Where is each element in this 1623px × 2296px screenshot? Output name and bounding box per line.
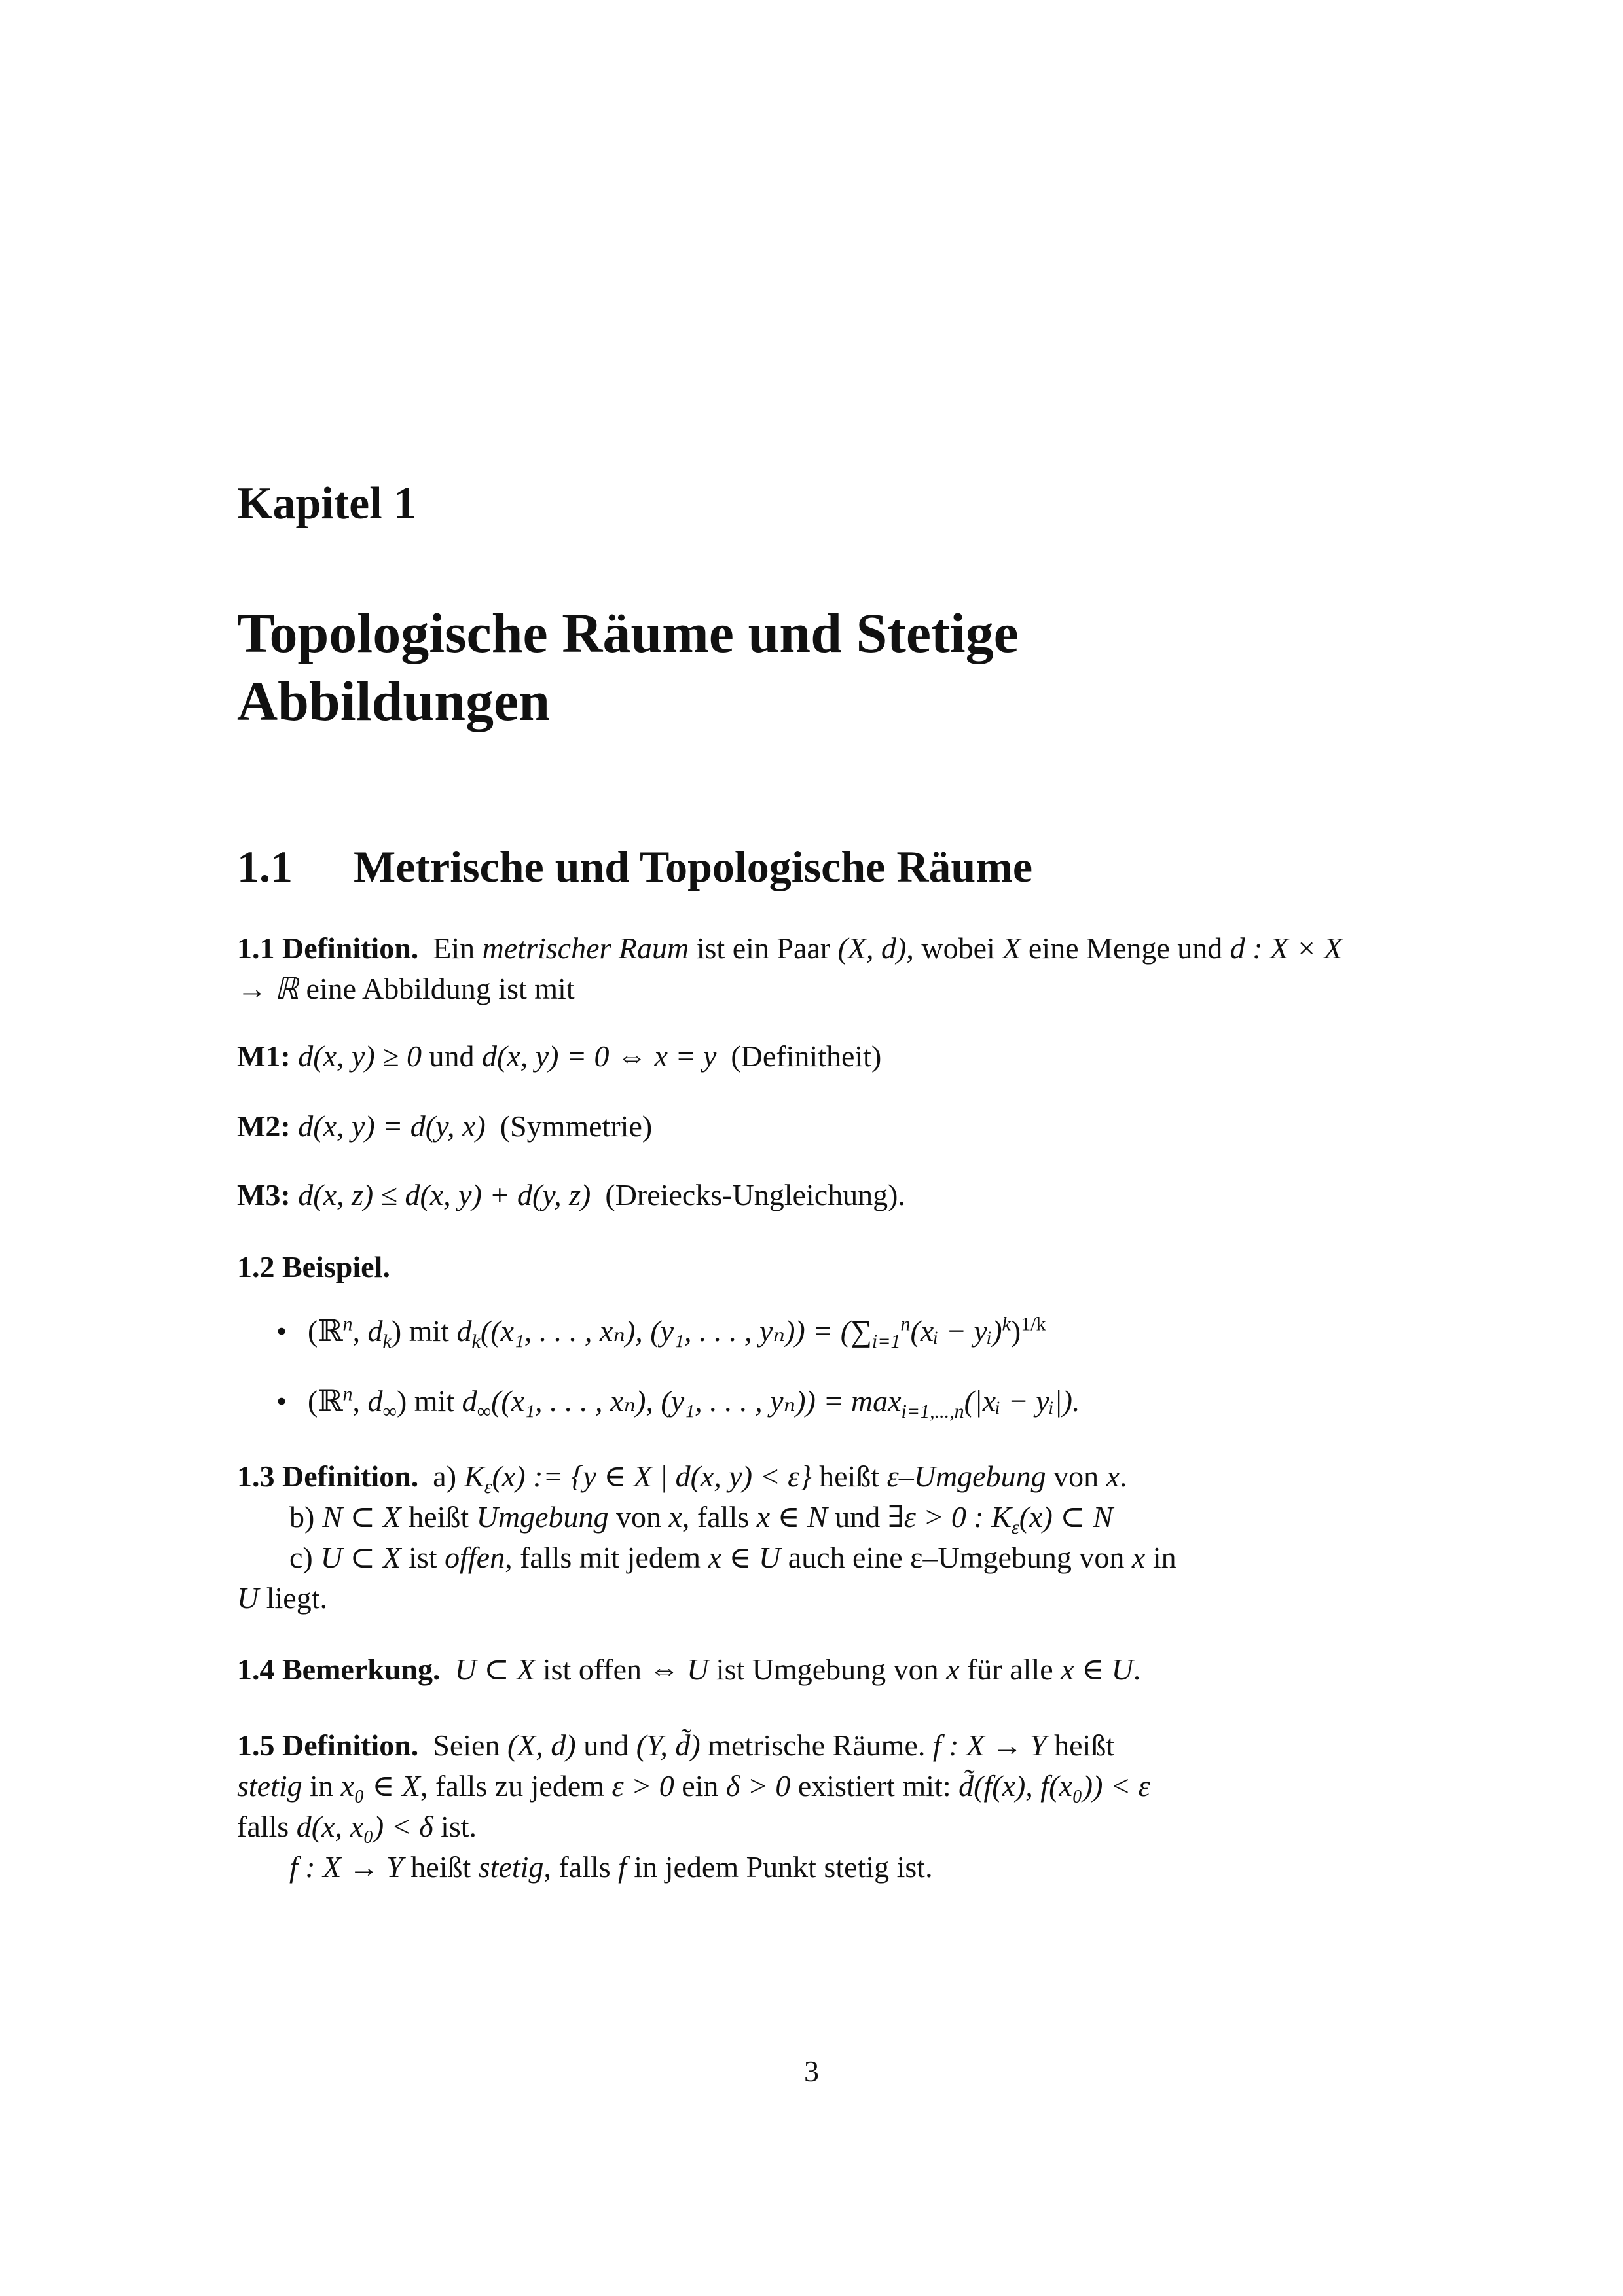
text: ist. [441, 1810, 477, 1843]
text: existiert mit: [797, 1769, 951, 1803]
math: f : X → Y [932, 1729, 1047, 1762]
text: heißt [1054, 1729, 1115, 1762]
math: d̃(f(x), f(x₀)) < ε [958, 1769, 1150, 1803]
item-marker: a) [433, 1460, 457, 1493]
text: und [583, 1729, 629, 1762]
item-marker: c) [289, 1541, 313, 1574]
axiom-note: (Definitheit) [731, 1039, 882, 1073]
text: , falls [543, 1850, 611, 1884]
example-1-2-label [237, 1247, 390, 1287]
chapter-title [237, 599, 1367, 735]
text: und [835, 1500, 881, 1534]
item-marker: b) [289, 1500, 315, 1534]
math: δ > 0 [725, 1769, 791, 1803]
text: ist Umgebung von [716, 1653, 939, 1686]
text: ist ein Paar [696, 931, 831, 965]
remark-label: 1.4 Bemerkung. [237, 1653, 441, 1686]
axiom-label: M2: [237, 1109, 291, 1143]
math: (x) := {y ∈ X | d(x, y) < ε} [492, 1460, 812, 1493]
axiom-m3 [237, 1175, 905, 1215]
math: ε > 0 [611, 1769, 674, 1803]
math: x ∈ N [756, 1500, 828, 1534]
definition-label: 1.5 Definition. [237, 1729, 419, 1762]
text: heißt [410, 1850, 471, 1884]
math: d(x, z) ≤ d(x, y) + d(y, z) [298, 1178, 591, 1211]
math: (Y, d̃) [636, 1729, 701, 1762]
math: d(x, y) = 0 ⇔ x = y [481, 1039, 717, 1073]
text: in jedem Punkt stetig ist. [634, 1850, 933, 1884]
math: , d [352, 1314, 383, 1348]
definition-label: 1.1 Definition. [237, 931, 419, 965]
math: x ∈ U [1061, 1653, 1133, 1686]
defined-term: Umgebung [476, 1500, 609, 1534]
defined-term: stetig [237, 1769, 302, 1803]
defined-term: stetig [478, 1850, 544, 1884]
text: , falls zu jedem [420, 1769, 605, 1803]
section-title [237, 844, 1032, 889]
definition-1-5: 1.5 Definition. Seien (X, d) und (Y, d̃) metrische Räume. f : X → Y heißt stetig in x₀ ∈ X, falls zu jedem ε > 0 ein δ > 0 existiert mit: d̃(f(x), f(x₀)) < ε falls d(x, x₀) < δ ist. f : X → Y heißt stetig, falls f in jedem Punkt stetig ist. [237, 1729, 1150, 1884]
text: mit [414, 1384, 455, 1418]
example-label: 1.2 Beispiel. [237, 1250, 390, 1283]
math: ∃ε > 0 : K [887, 1500, 1012, 1534]
text: und [429, 1039, 475, 1073]
math: U [687, 1653, 709, 1686]
section-number: 1.1 [237, 842, 293, 891]
text: , wobei [906, 931, 995, 965]
defined-term: metrischer Raum [482, 931, 689, 965]
math: d(x, x₀) < δ [296, 1810, 433, 1843]
bullet-icon: • [276, 1314, 287, 1348]
text: . [1133, 1653, 1141, 1686]
axiom-label: M3: [237, 1178, 291, 1211]
math: N ⊂ X [322, 1500, 401, 1534]
chapter-title-line1: Topologische Räume und Stetige [237, 601, 1019, 664]
definition-1-3: 1.3 Definition. a) $K_\varepsilon(x)$ := {y ∈ X | d(x, y) < ε} heißt ε–Umgebung von x. b) N ⊂ X heißt Umgebung von x, falls x ∈ N und ∃ε > 0 : $K_\varepsilon(x)$ ⊂ N c) U ⊂ X ist offen, falls mit jedem x ∈ U auch eine ε–Umgebung von x in U liegt. [237, 1460, 1176, 1615]
text: Ein [433, 931, 475, 965]
text: mit [409, 1314, 450, 1348]
math: U ⊂ X [454, 1653, 536, 1686]
text: ist [409, 1541, 437, 1574]
axiom-note: (Dreiecks-Ungleichung). [605, 1178, 905, 1211]
text: in [1152, 1541, 1176, 1574]
math: d(x, y) = d(y, x) [298, 1109, 486, 1143]
definition-1-1 [237, 928, 1367, 1009]
axiom-label: M1: [237, 1039, 291, 1073]
defined-term: ε–Umgebung [886, 1460, 1046, 1493]
text: , falls mit jedem [505, 1541, 701, 1574]
text: eine Menge und [1028, 931, 1223, 965]
page-number: 3 [804, 2054, 819, 2088]
defined-term: offen [445, 1541, 505, 1574]
axiom-m2 [237, 1106, 652, 1147]
math: (X, d) [837, 931, 907, 965]
text: Seien [433, 1729, 500, 1762]
text: von [616, 1500, 661, 1534]
math: x₀ ∈ X [340, 1769, 421, 1803]
math: (|xᵢ − yᵢ|). [964, 1384, 1080, 1418]
chapter-label: Kapitel 1 [237, 478, 417, 529]
text: ein [682, 1769, 719, 1803]
list-item: • (ℝ$^n$, $d_k$) mit $d_k((x_1$, . . . , xₙ), (y₁, . . . , $y_n)) = (\sum_{i=1}^n(xᵢ$ − yᵢ)$^k$)$^{1/k}$ [276, 1311, 1046, 1352]
text: in [310, 1769, 333, 1803]
math: d : X × X → ℝ [237, 931, 1343, 1005]
math: ((x₁, . . . , xₙ), (y₁, . . . , yₙ)) = max [491, 1384, 902, 1418]
definition-label: 1.3 Definition. [237, 1460, 419, 1493]
bullet-icon: • [276, 1384, 287, 1418]
text: für alle [967, 1653, 1053, 1686]
axiom-m1 [237, 1036, 881, 1077]
text: heißt [409, 1500, 469, 1534]
text: heißt [819, 1460, 880, 1493]
math: d(x, y) ≥ 0 [298, 1039, 422, 1073]
math: ) [391, 1314, 402, 1348]
math: f : X → Y [289, 1850, 403, 1884]
math: ((x₁, . . . , xₙ), (y₁, . . . , yₙ)) = (∑ [480, 1314, 872, 1348]
text: liegt. [266, 1581, 327, 1615]
math: U ⊂ X [320, 1541, 401, 1574]
text: ist offen ⇔ [542, 1653, 680, 1686]
math: (x) ⊂ N [1019, 1500, 1114, 1534]
text: auch eine ε–Umgebung von [788, 1541, 1125, 1574]
section-title-text: Metrische und Topologische Räume [354, 842, 1033, 891]
math: x ∈ U [708, 1541, 781, 1574]
math: X [1002, 931, 1021, 965]
text: von [1053, 1460, 1099, 1493]
math: (ℝ [308, 1314, 343, 1348]
text: metrische Räume. [708, 1729, 926, 1762]
text: eine Abbildung ist mit [306, 972, 575, 1005]
remark-1-4: 1.4 Bemerkung. U ⊂ X ist offen ⇔ U ist Umgebung von x für alle x ∈ U. [237, 1653, 1141, 1686]
axiom-note: (Symmetrie) [500, 1109, 653, 1143]
math: (X, d) [507, 1729, 576, 1762]
text: falls [237, 1810, 289, 1843]
text: , falls [682, 1500, 750, 1534]
list-item: • (ℝ$^n$, $d_\infty$) mit $d_\infty((x_1$, . . . , xₙ), (y₁, . . . , $y_n)) = \max_{i=1,...,n}(|xᵢ$ − yᵢ|). [276, 1381, 1080, 1422]
chapter-title-line2: Abbildungen [237, 670, 551, 732]
math: (xᵢ − yᵢ) [910, 1314, 1002, 1348]
